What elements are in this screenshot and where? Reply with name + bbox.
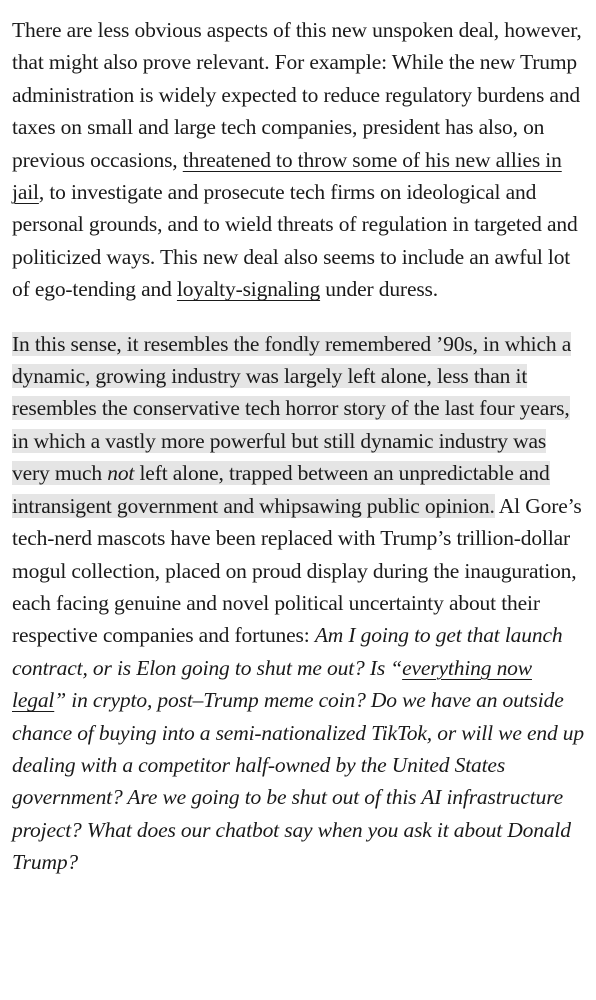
italic-text: Am I going to get that launch contract, or is Elon going to shut me out? Is “ <box>12 623 563 680</box>
highlighted-text <box>12 332 571 518</box>
emphasis-not: not <box>107 461 135 486</box>
paragraph-text: under duress. <box>320 277 438 302</box>
paragraph-1 <box>12 14 588 306</box>
paragraph-text: There are less obvious aspects of this new unspoken deal, however, that might also prove relevant. For example: While the new Trump administration is widely expected to reduce regulatory burdens and taxes on small and large tech companies, president has also, on previous occasions, <box>12 18 582 172</box>
loyalty-signaling-link[interactable]: loyalty-signaling <box>176 277 321 302</box>
paragraph-text: Al Gore’s tech-nerd mascots have been replaced with Trump’s trillion-dollar mogul collection, placed on proud display during the inauguration, each facing genuine and novel political uncertainty about their respective companies and fortunes: <box>12 493 582 648</box>
paragraph-2 <box>12 328 588 879</box>
everything-now-legal-link[interactable]: everything now legal <box>12 655 532 713</box>
italic-text: ” in crypto, post–Trump meme coin? Do we have an outside chance of buying into a semi-nationalized TikTok, or will we end up dealing with a competitor half-owned by the United States government? Are we going to be shut out of this AI infrastructure project? What does our chatbot say when you ask it about Donald Trump? <box>12 688 585 875</box>
italic-questions <box>12 623 584 874</box>
highlighted-text-part: In this sense, it resembles the fondly remembered ’90s, in which a dynamic, growing industry was largely left alone, less than it resembles the conservative tech horror story of the last four years, in which a vastly more powerful but still dynamic industry was very much <box>12 331 572 486</box>
jail-threat-link[interactable]: threatened to throw some of his new allies in jail <box>12 147 562 205</box>
paragraph-text: , to investigate and prosecute tech firms on ideological and personal grounds, and to wield threats of regulation in targeted and politicized ways. This new deal also seems to include an awful lot of ego-tending and <box>12 180 578 302</box>
highlighted-text-part: left alone, trapped between an unpredictable and intransigent government and whipsawing public opinion. <box>12 461 550 518</box>
